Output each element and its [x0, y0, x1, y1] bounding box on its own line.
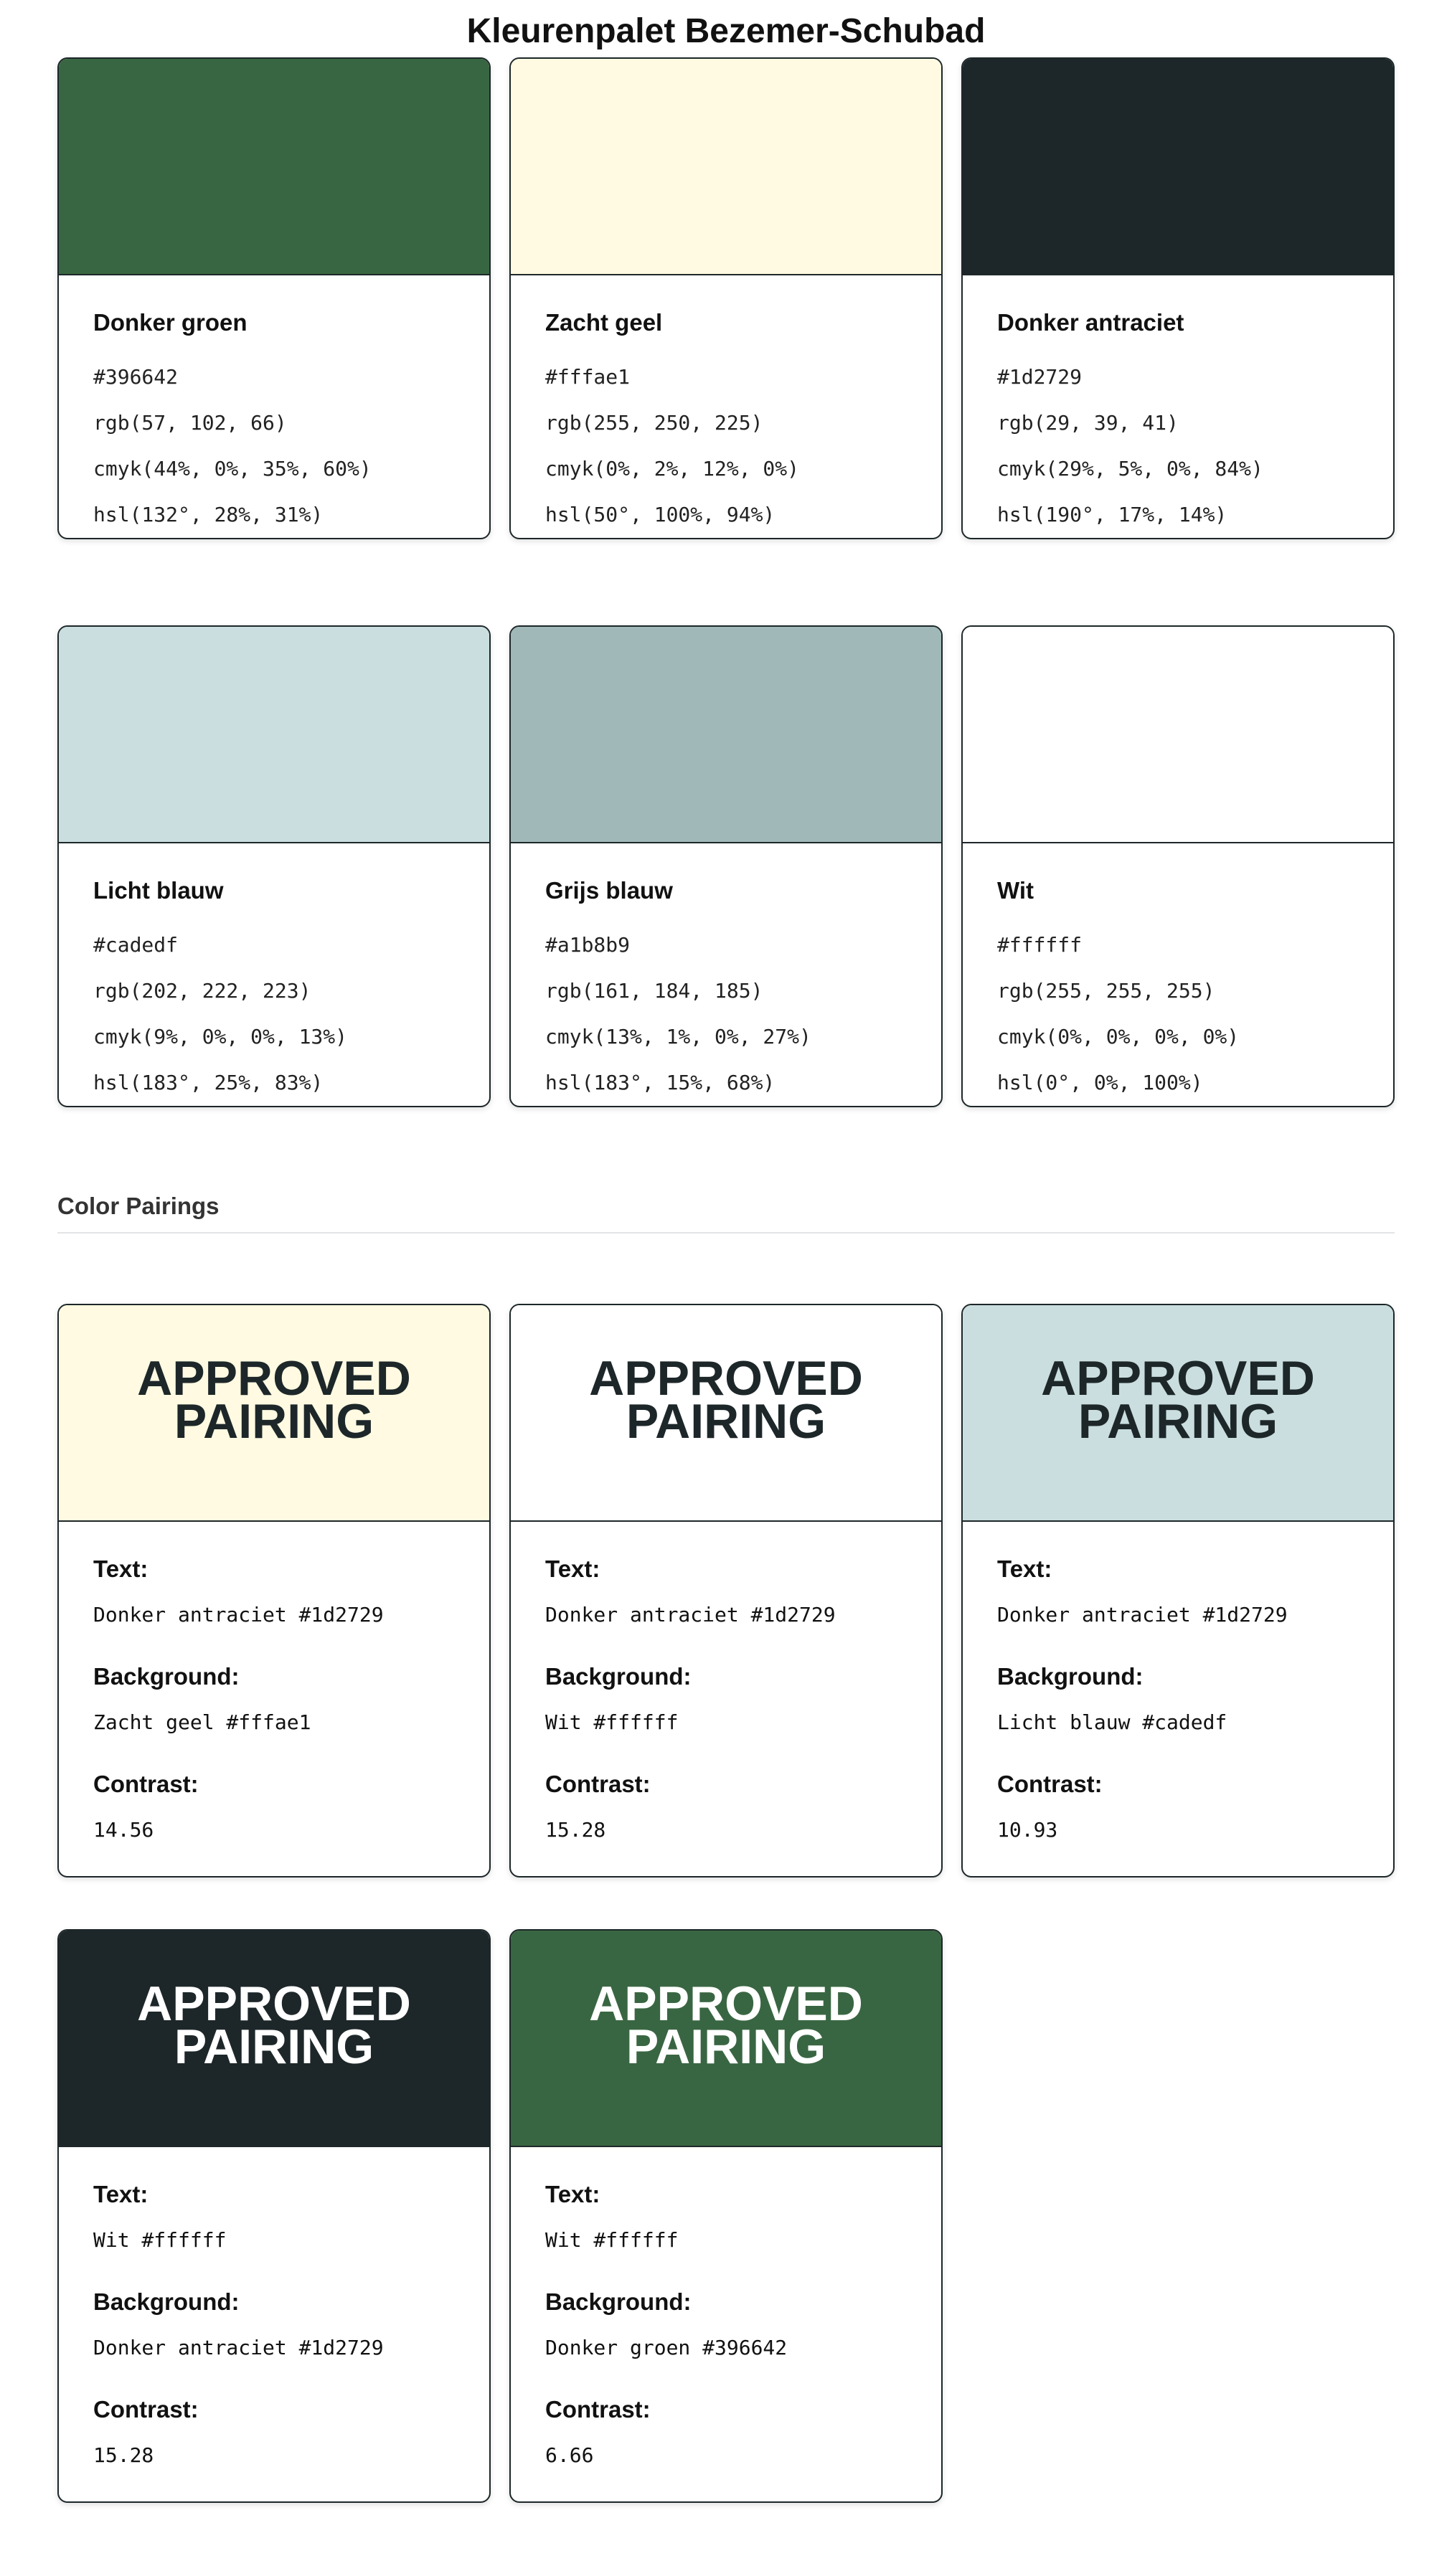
pairings-grid: [57, 1304, 1395, 1877]
pairing-card: [961, 1304, 1395, 1877]
color-hex: #1d2729: [997, 365, 1083, 389]
pairing-card: [57, 1304, 491, 1877]
contrast-value: 10.93: [997, 1818, 1058, 1842]
contrast-label: Contrast:: [93, 2396, 199, 2423]
background-value: Wit #ffffff: [545, 1710, 679, 1734]
contrast-label: Contrast:: [545, 1771, 651, 1797]
background-value: Licht blauw #cadedf: [997, 1710, 1227, 1734]
color-hex: #ffffff: [997, 933, 1083, 957]
palette-grid: [57, 57, 1395, 539]
color-hsl: hsl(132°, 28%, 31%): [93, 503, 324, 526]
pairing-sample-text: APPROVED PAIRING: [137, 1351, 411, 1449]
pairing-sample-text: APPROVED PAIRING: [137, 1976, 411, 2074]
pairing-card: [57, 1929, 491, 2503]
color-card: [961, 57, 1395, 539]
text-value: Donker antraciet #1d2729: [93, 1603, 384, 1626]
text-value: Donker antraciet #1d2729: [997, 1603, 1288, 1626]
text-label: Text:: [93, 1555, 148, 1582]
color-hex: #a1b8b9: [545, 933, 631, 957]
background-label: Background:: [545, 2288, 692, 2315]
text-label: Text:: [545, 2181, 600, 2207]
color-hex: #396642: [93, 365, 179, 389]
pairing-sample-text: APPROVED PAIRING: [589, 1976, 863, 2074]
color-rgb: rgb(255, 250, 225): [545, 411, 763, 435]
section-title: Color Pairings: [57, 1190, 1395, 1233]
pairing-sample: [511, 1931, 941, 2147]
color-name: Donker groen: [93, 309, 248, 336]
color-name: Grijs blauw: [545, 877, 673, 904]
pairing-sample: [59, 1305, 489, 1522]
color-rgb: rgb(255, 255, 255): [997, 979, 1215, 1003]
color-hsl: hsl(183°, 25%, 83%): [93, 1071, 324, 1094]
color-name: Wit: [997, 877, 1034, 904]
color-card: [961, 625, 1395, 1107]
color-hsl: hsl(50°, 100%, 94%): [545, 503, 776, 526]
text-value: Donker antraciet #1d2729: [545, 1603, 836, 1626]
color-name: Donker antraciet: [997, 309, 1184, 336]
text-label: Text:: [545, 1555, 600, 1582]
text-label: Text:: [93, 2181, 148, 2207]
color-swatch: [59, 627, 489, 843]
color-hsl: hsl(183°, 15%, 68%): [545, 1071, 776, 1094]
color-cmyk: cmyk(0%, 0%, 0%, 0%): [997, 1025, 1240, 1048]
pairing-card: [509, 1304, 943, 1877]
color-rgb: rgb(161, 184, 185): [545, 979, 763, 1003]
color-swatch: [963, 627, 1393, 843]
background-value: Donker antraciet #1d2729: [93, 2336, 384, 2359]
contrast-value: 14.56: [93, 1818, 154, 1842]
color-rgb: rgb(29, 39, 41): [997, 411, 1179, 435]
color-hex: #cadedf: [93, 933, 179, 957]
color-cmyk: cmyk(13%, 1%, 0%, 27%): [545, 1025, 811, 1048]
color-cmyk: cmyk(44%, 0%, 35%, 60%): [93, 457, 372, 480]
color-card: [57, 625, 491, 1107]
pairing-sample: [963, 1305, 1393, 1522]
color-cmyk: cmyk(9%, 0%, 0%, 13%): [93, 1025, 348, 1048]
contrast-value: 15.28: [93, 2443, 154, 2467]
color-hex: #fffae1: [545, 365, 631, 389]
contrast-label: Contrast:: [93, 1771, 199, 1797]
contrast-value: 6.66: [545, 2443, 594, 2467]
background-label: Background:: [93, 1663, 240, 1690]
pairing-sample-text: APPROVED PAIRING: [589, 1351, 863, 1449]
color-name: Licht blauw: [93, 877, 224, 904]
palette-grid: [57, 625, 1395, 1107]
color-hsl: hsl(0°, 0%, 100%): [997, 1071, 1203, 1094]
pairing-sample-text: APPROVED PAIRING: [1041, 1351, 1315, 1449]
pairing-sample: [59, 1931, 489, 2147]
color-swatch: [511, 627, 941, 843]
color-swatch: [963, 59, 1393, 275]
color-rgb: rgb(57, 102, 66): [93, 411, 287, 435]
color-card: [57, 57, 491, 539]
contrast-label: Contrast:: [545, 2396, 651, 2423]
background-value: Zacht geel #fffae1: [93, 1710, 311, 1734]
background-value: Donker groen #396642: [545, 2336, 788, 2359]
color-swatch: [59, 59, 489, 275]
color-cmyk: cmyk(0%, 2%, 12%, 0%): [545, 457, 800, 480]
color-card: [509, 57, 943, 539]
pairing-card: [509, 1929, 943, 2503]
contrast-label: Contrast:: [997, 1771, 1103, 1797]
page-title: Kleurenpalet Bezemer-Schubad: [466, 12, 986, 50]
text-label: Text:: [997, 1555, 1052, 1582]
color-card: [509, 625, 943, 1107]
pairings-grid: [57, 1929, 1395, 2503]
text-value: Wit #ffffff: [545, 2228, 679, 2252]
color-name: Zacht geel: [545, 309, 663, 336]
pairing-sample: [511, 1305, 941, 1522]
background-label: Background:: [93, 2288, 240, 2315]
color-cmyk: cmyk(29%, 5%, 0%, 84%): [997, 457, 1263, 480]
background-label: Background:: [545, 1663, 692, 1690]
color-swatch: [511, 59, 941, 275]
color-hsl: hsl(190°, 17%, 14%): [997, 503, 1227, 526]
contrast-value: 15.28: [545, 1818, 606, 1842]
color-rgb: rgb(202, 222, 223): [93, 979, 311, 1003]
background-label: Background:: [997, 1663, 1144, 1690]
text-value: Wit #ffffff: [93, 2228, 227, 2252]
